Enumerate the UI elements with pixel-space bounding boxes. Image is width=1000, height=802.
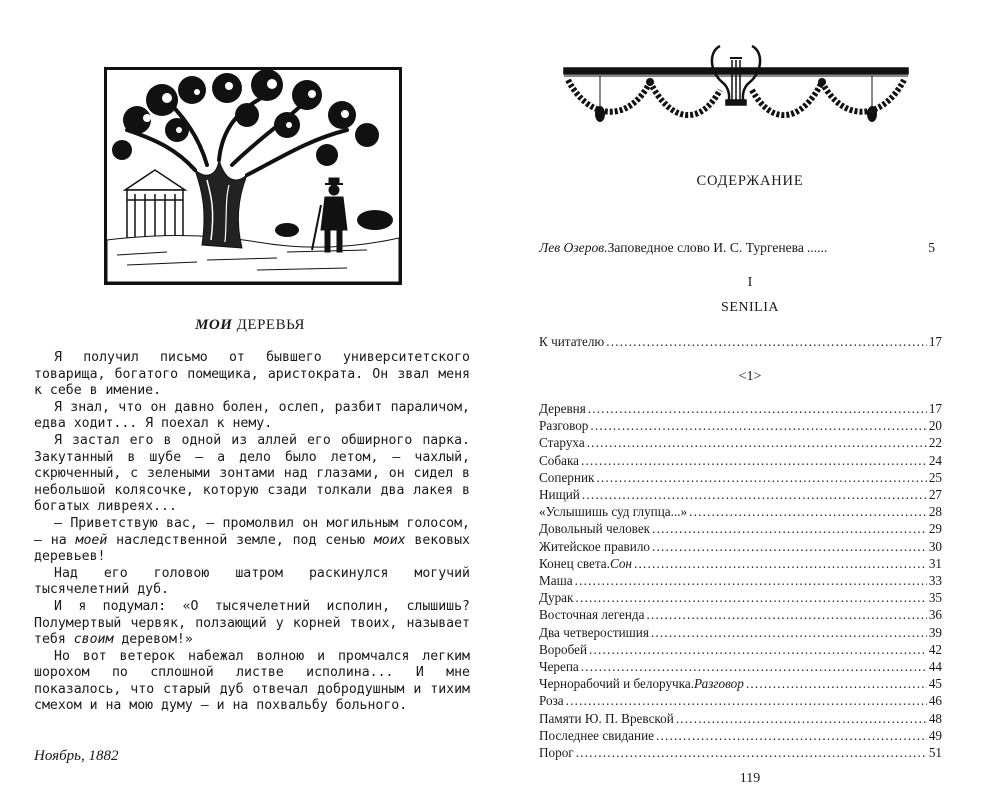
toc-entry [539,624,942,641]
toc-entry [539,572,942,589]
dot-leader [656,727,927,744]
section-number: I [747,275,753,290]
date-line: Ноябрь, 1882 [34,748,119,764]
toc-entry-page: 17 [928,401,942,416]
toc-entry-title: Довольный человек [539,521,651,537]
toc-entry [539,400,942,417]
toc-entry-title: Разговор [539,418,589,434]
paragraph: И я подумал: «О тысячелетний исполин, слышишь? Полумертвый червяк, ползающий у корней твоих, называет тебя своим деревом!» [34,598,470,648]
toc-entry-title: К читателю [539,334,605,349]
toc-entry-page: 39 [928,624,942,640]
oak-tree-illustration [104,67,402,285]
toc-entry-page: 49 [928,727,942,743]
dot-leader [651,624,927,641]
toc-entry-title: Роза [539,693,564,709]
dot-leader [634,555,927,572]
dot-leader [588,400,927,417]
page-number: 119 [739,771,761,786]
toc-entry-subtitle: Сон [609,555,632,571]
dot-leader [581,452,927,469]
dot-leader [652,520,927,537]
dot-leader: ...... [806,240,828,255]
toc-entry-title: Чернорабочий и белоручка. [539,676,695,692]
toc-entry-title: Нищий [539,487,580,502]
contents-title: СОДЕРЖАНИЕ [696,173,804,189]
toc-entry [539,710,942,727]
dot-leader [587,434,927,451]
toc-entry [539,538,942,555]
toc-entry-title: Житейское правило [539,538,651,554]
toc-entry [539,469,942,486]
toc-entry [539,434,942,451]
toc-entry-page: 44 [928,659,942,674]
dot-leader [652,538,927,555]
dot-leader [590,417,926,434]
toc-entry-page: 30 [928,538,942,554]
poem-title-italic: МОИ [195,317,233,333]
toc-entry-page: 51 [928,745,942,760]
dot-leader [646,606,926,623]
toc-entry [539,520,942,537]
toc-entry [539,727,942,744]
dot-leader [582,486,927,503]
toc-entry-page: 45 [928,676,942,692]
poem-title [0,317,500,334]
toc-entry-page: 35 [928,590,942,606]
toc-entry-title: Восточная легенда [539,607,645,623]
paragraph: Над его головою шатром раскинулся могучий тысячелетний дуб. [34,565,470,598]
toc-entry-title: Конец света. [539,555,610,571]
toc-entry [539,452,942,469]
toc-entry-title: Соперник [539,469,595,485]
dot-leader [576,744,927,761]
toc-entry [539,744,942,761]
toc-entry [539,503,942,520]
toc-entry-page: 42 [928,641,942,657]
toc-entry-page: 22 [928,435,942,451]
dot-leader [746,675,927,692]
toc-entry-title: Два четверостишия [539,624,649,640]
intro-title: Заповедное слово И. С. Тургенева [607,240,804,255]
dot-leader [581,658,927,675]
toc-entry-title: Маша [539,573,573,588]
toc-entry-page: 25 [928,469,942,485]
toc-entry [539,606,942,623]
toc-entry-page: 27 [928,487,942,502]
toc-entry [539,692,942,709]
dot-leader [566,692,927,709]
toc-entry [539,675,942,692]
poem-title-rest: ДЕРЕВЬЯ [236,317,305,333]
lyre-garland-ornament [560,42,912,134]
toc-entry-page: 48 [928,710,942,726]
paragraph: Но вот ветерок набежал волною и промчался легким шорохом по сплошной листве исполина... И мне показалось, что старый дуб отвечал добродушным и тихим смехом и на мою думу — и на похвальбу больного. [34,648,470,714]
dot-leader [589,641,927,658]
toc-entry-page: 31 [928,555,942,571]
toc-entry-page: 20 [928,418,942,434]
toc-entry-title: Черепа [539,659,579,674]
toc-entry [539,486,942,503]
toc-entry-page: 46 [928,693,942,709]
poem-body [34,350,470,715]
subsection-number: <1> [738,369,762,384]
toc-entry-title: Памяти Ю. П. Вревской [539,710,674,726]
toc-entry-to-reader [539,333,942,350]
toc-entry-page: 24 [928,452,942,468]
toc-entry-page: 17 [928,334,942,349]
toc-entry-title: Старуха [539,435,585,451]
dot-leader [689,503,927,520]
toc-entry-page: 33 [928,573,942,588]
toc-entry-subtitle: Разговор [694,676,744,692]
dot-leader [606,333,927,350]
toc-entry-page: 36 [928,607,942,623]
toc-entry-title: Собака [539,452,580,468]
toc-entry-title: Деревня [539,401,586,416]
toc-intro-entry [539,240,935,256]
paragraph: Я получил письмо от бывшего университетского товарища, богатого помещика, аристократа. Он звал меня к себе в имение. [34,350,470,399]
toc-entry [539,658,942,675]
dot-leader [575,589,926,606]
paragraph: Я знал, что он давно болен, ослеп, разбит параличом, едва ходит... Я поехал к нему. [34,399,470,432]
intro-page: 5 [928,240,935,255]
toc-entry-title: Дурак [539,590,574,606]
section-title: SENILIA [721,300,779,315]
toc-entry-title: Последнее свидание [539,727,654,743]
toc-entry [539,589,942,606]
toc-entry-title: Воробей [539,641,588,657]
dot-leader [596,469,926,486]
toc-entry-page: 28 [928,504,942,520]
toc-entry-title: Порог [539,745,574,760]
toc-entry-page: 29 [928,521,942,537]
paragraph: — Приветствую вас, — промолвил он могильным голосом, — на моей наследственной земле, под сенью моих вековых деревьев! [34,515,470,565]
toc-entry [539,417,942,434]
intro-author: Лев Озеров. [539,240,608,255]
dot-leader [676,710,927,727]
paragraph: Я застал его в одной из аллей его обширного парка. Закутанный в шубе — а дело было летом, — чахлый, скрюченный, с зелеными зонтами над глазами, он сидел в небольшой колясочке, которую сзади толкали два лакея в богатых ливреях... [34,432,470,515]
toc-entry-title: «Услышишь суд глупца...» [539,504,688,520]
toc-entry [539,641,942,658]
toc-entry [539,555,942,572]
dot-leader [575,572,927,589]
